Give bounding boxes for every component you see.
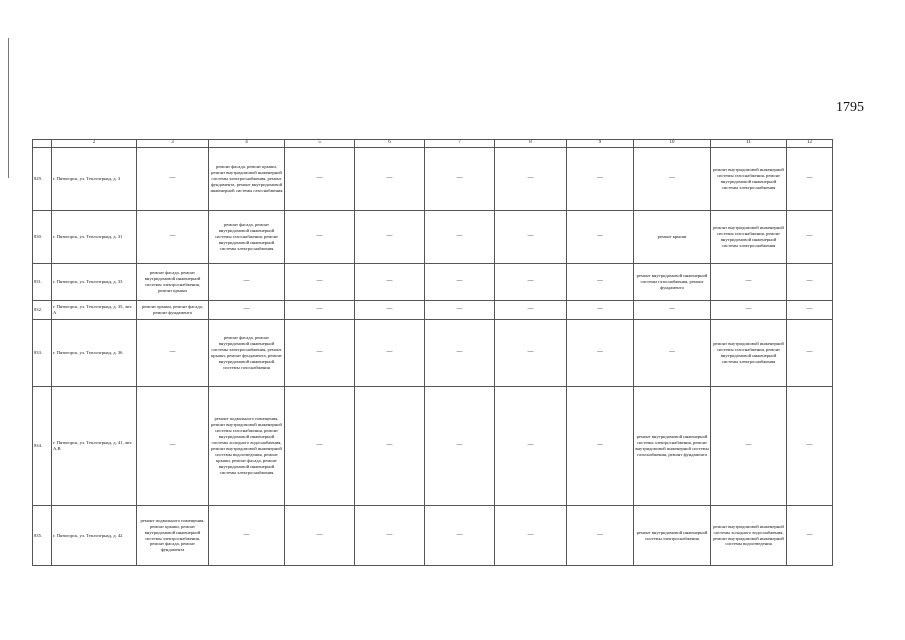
empty-dash-cell: — [787, 320, 833, 387]
empty-dash-cell: — [355, 148, 425, 211]
address-cell: г. Пятигорск, ул. Теплоэгрнад, д. 42 [52, 506, 137, 566]
address-cell: г. Пятигорск, ул. Теплоэгрнад, д. 36 [52, 320, 137, 387]
row-number: 831. [33, 264, 52, 301]
table-row [33, 148, 833, 211]
empty-dash-cell: — [711, 387, 787, 506]
empty-dash-cell: — [209, 264, 285, 301]
work-description-cell: ремонт внутридомовой инженерной системы газоснабжения, ремонт внутридомовой инженерной системы электроснабжения [711, 211, 787, 264]
empty-dash-cell: — [425, 387, 495, 506]
empty-dash-cell: — [137, 211, 209, 264]
empty-dash-cell: — [711, 264, 787, 301]
empty-dash-cell: — [787, 264, 833, 301]
header-cell: 10 [634, 140, 711, 148]
header-cell: 9 [567, 140, 634, 148]
empty-dash-cell: — [787, 148, 833, 211]
table-row [33, 320, 833, 387]
work-description-cell: ремонт внутридомовой инженерной системы газоснабжения, ремонт фундамента [634, 264, 711, 301]
row-number: 832. [33, 301, 52, 320]
address-cell: г. Пятигорск, ул. Теплоэгрнад, д. 35, лит. А [52, 301, 137, 320]
empty-dash-cell: — [495, 211, 567, 264]
row-number: 829. [33, 148, 52, 211]
work-description-cell: ремонт фасада, ремонт внутридомовой инженерной системы газоснабжения, ремонт внутридомовой инженерной системы электроснабжения [209, 211, 285, 264]
empty-dash-cell: — [285, 320, 355, 387]
empty-dash-cell: — [285, 506, 355, 566]
row-number: 834. [33, 387, 52, 506]
empty-dash-cell: — [567, 506, 634, 566]
empty-dash-cell: — [285, 264, 355, 301]
empty-dash-cell: — [634, 148, 711, 211]
empty-dash-cell: — [355, 506, 425, 566]
empty-dash-cell: — [787, 387, 833, 506]
work-description-cell: ремонт фасада, ремонт внутридомовой инженерной системы электроснабжения, ремонт крыши [137, 264, 209, 301]
page-number: 1795 [836, 100, 864, 115]
empty-dash-cell: — [495, 301, 567, 320]
header-cell: 7 [425, 140, 495, 148]
empty-dash-cell: — [495, 506, 567, 566]
empty-dash-cell: — [567, 211, 634, 264]
empty-dash-cell: — [495, 320, 567, 387]
empty-dash-cell: — [787, 301, 833, 320]
empty-dash-cell: — [567, 387, 634, 506]
empty-dash-cell: — [355, 301, 425, 320]
empty-dash-cell: — [495, 264, 567, 301]
table-row [33, 264, 833, 301]
table-row [33, 506, 833, 566]
table-row [33, 211, 833, 264]
work-description-cell: ремонт крыши, ремонт фасада, ремонт фундамента [137, 301, 209, 320]
empty-dash-cell: — [425, 301, 495, 320]
work-description-cell: ремонт подвального помещения, ремонт крыши, ремонт внутридомовой инженерной системы электроснабжения, ремонт фасада, ремонт фундамента [137, 506, 209, 566]
header-cell: 8 [495, 140, 567, 148]
row-number: 830. [33, 211, 52, 264]
header-cell: 6 [355, 140, 425, 148]
empty-dash-cell: — [711, 301, 787, 320]
table-body [33, 140, 833, 566]
header-cell: 11 [711, 140, 787, 148]
empty-dash-cell: — [137, 320, 209, 387]
empty-dash-cell: — [355, 264, 425, 301]
header-cell: 12 [787, 140, 833, 148]
empty-dash-cell: — [425, 320, 495, 387]
empty-dash-cell: — [425, 264, 495, 301]
empty-dash-cell: — [285, 387, 355, 506]
header-cell [33, 140, 52, 148]
header-cell: 5 [285, 140, 355, 148]
address-cell: г. Пятигорск, ул. Теплоэгрнад, д. 31 [52, 211, 137, 264]
empty-dash-cell: — [355, 387, 425, 506]
empty-dash-cell: — [209, 506, 285, 566]
header-cell: 4 [209, 140, 285, 148]
empty-dash-cell: — [567, 264, 634, 301]
row-number: 835. [33, 506, 52, 566]
work-description-cell: ремонт внутридомовой инженерной системы газоснабжения, ремонт внутридомовой инженерной системы электроснабжения [711, 148, 787, 211]
work-description-cell: ремонт внутридомовой инженерной системы электроснабжения [634, 506, 711, 566]
work-description-cell: ремонт внутридомовой инженерной системы электроснабжения, ремонт внутридомовой инженерной системы газоснабжения, ремонт фундамента [634, 387, 711, 506]
table-row [33, 301, 833, 320]
address-cell: г. Пятигорск, ул. Теплоэгрнад, д. 3 [52, 148, 137, 211]
work-description-cell: ремонт внутридомовой инженерной системы газоснабжения, ремонт внутридомовой инженерной системы электроснабжения [711, 320, 787, 387]
work-description-cell: ремонт фасада, ремонт внутридомовой инженерной системы электроснабжения, ремонт крыши, ремонт фундамента, ремонт внутридомовой инженерной системы газоснабжения [209, 320, 285, 387]
empty-dash-cell: — [285, 148, 355, 211]
row-number: 833. [33, 320, 52, 387]
empty-dash-cell: — [137, 148, 209, 211]
header-cell: 2 [52, 140, 137, 148]
empty-dash-cell: — [209, 301, 285, 320]
empty-dash-cell: — [425, 211, 495, 264]
empty-dash-cell: — [425, 148, 495, 211]
work-description-cell: ремонт крыши [634, 211, 711, 264]
empty-dash-cell: — [495, 387, 567, 506]
empty-dash-cell: — [355, 320, 425, 387]
empty-dash-cell: — [285, 211, 355, 264]
work-description-cell: ремонт фасада, ремонт крыши, ремонт внутридомовой инженерной системы электроснабжения, ремонт фундамента, ремонт внутридомовой инженерной системы газоснабжения [209, 148, 285, 211]
work-description-cell: ремонт внутридомовой инженерной системы холодного водоснабжения, ремонт внутридомовой инженерной системы водоотведения [711, 506, 787, 566]
header-row [33, 140, 833, 148]
empty-dash-cell: — [425, 506, 495, 566]
empty-dash-cell: — [787, 211, 833, 264]
empty-dash-cell: — [634, 301, 711, 320]
header-cell: 3 [137, 140, 209, 148]
empty-dash-cell: — [355, 211, 425, 264]
address-cell: г. Пятигорск, ул. Теплоэгрнад, д. 33 [52, 264, 137, 301]
empty-dash-cell: — [787, 506, 833, 566]
address-cell: г. Пятигорск, ул. Теплоэгрнад, д. 41, лит. А,В [52, 387, 137, 506]
empty-dash-cell: — [634, 320, 711, 387]
work-description-cell: ремонт подвального помещения, ремонт внутридомовой инженерной системы газоснабжения, ремонт внутридомовой инженерной системы холодного водоснабжения, ремонт внутридомовой инженерной системы водоотведения, ремонт крыши, ремонт фасада, ремонт внутридомовой инженерной системы электроснабжения [209, 387, 285, 506]
empty-dash-cell: — [567, 148, 634, 211]
left-margin-rule [8, 38, 9, 178]
repair-schedule-table [32, 139, 833, 566]
empty-dash-cell: — [137, 387, 209, 506]
empty-dash-cell: — [495, 148, 567, 211]
table-row [33, 387, 833, 506]
empty-dash-cell: — [285, 301, 355, 320]
empty-dash-cell: — [567, 301, 634, 320]
empty-dash-cell: — [567, 320, 634, 387]
